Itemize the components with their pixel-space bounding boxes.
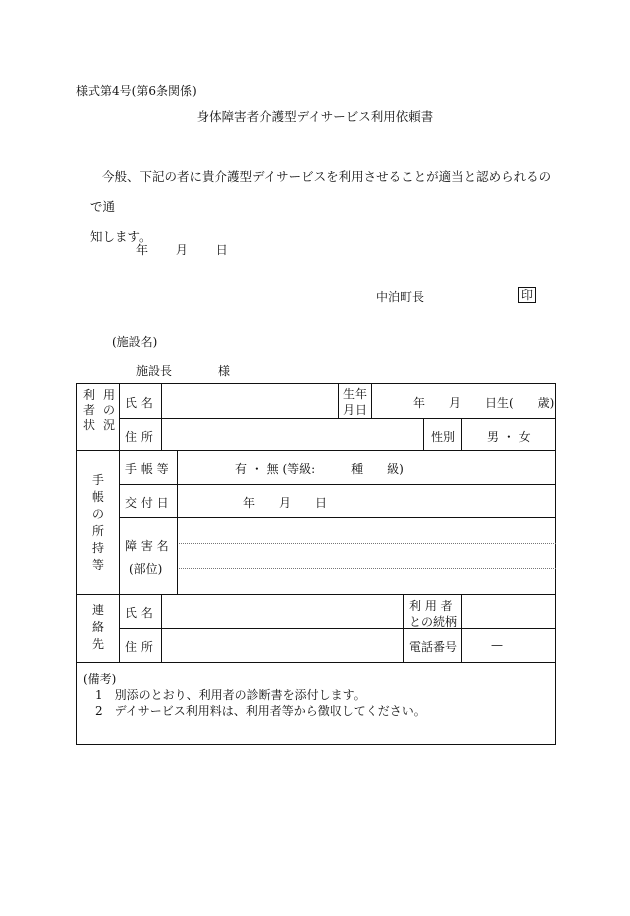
section-line bbox=[77, 594, 556, 595]
col-line bbox=[119, 384, 120, 662]
col-line bbox=[403, 594, 404, 662]
gender-value: 男 ・ 女 bbox=[487, 430, 531, 444]
col-line bbox=[338, 384, 339, 418]
director-line bbox=[136, 362, 230, 379]
birth-label-bottom: 月日 bbox=[343, 403, 368, 417]
issue-date-label: 交 付 日 bbox=[125, 496, 169, 510]
issuer-title: 中泊町長 bbox=[376, 290, 425, 304]
dotted-line bbox=[177, 568, 556, 569]
contact-name-label: 氏 名 bbox=[125, 606, 153, 620]
section-line bbox=[77, 450, 556, 451]
contact-section-label: 連絡先 bbox=[91, 603, 104, 651]
user-section-label: 利用者の状況 bbox=[83, 388, 115, 432]
note-2: 2 デイサービス利用料は、利用者等から徴収してください。 bbox=[95, 704, 426, 718]
relation-label-bottom: との続柄 bbox=[409, 615, 458, 629]
date-day: 日 bbox=[215, 243, 228, 257]
note-1: 1 別添のとおり、利用者の診断書を添付します。 bbox=[95, 688, 366, 702]
col-line bbox=[371, 384, 372, 418]
notebook-value: 有 ・ 無 (等級: 種 級) bbox=[235, 462, 404, 476]
disability-sub-label: (部位) bbox=[129, 562, 163, 576]
col-line bbox=[461, 594, 462, 662]
section-line bbox=[77, 662, 556, 663]
col-line bbox=[461, 418, 462, 450]
address-label: 住 所 bbox=[125, 430, 153, 444]
contact-address-label: 住 所 bbox=[125, 640, 153, 654]
seal-mark: 印 bbox=[518, 287, 536, 303]
gender-label: 性別 bbox=[431, 430, 456, 444]
notes-title: (備考) bbox=[83, 672, 117, 686]
facility-name-label: (施設名) bbox=[112, 335, 158, 349]
row-line bbox=[119, 628, 556, 629]
director-label: 施設長 bbox=[136, 364, 173, 378]
row-line bbox=[119, 517, 556, 518]
notebook-section-label: 手帳の所持等 bbox=[91, 473, 104, 572]
row-line bbox=[119, 418, 556, 419]
relation-label-top: 利 用 者 bbox=[409, 599, 453, 613]
col-line bbox=[423, 418, 424, 450]
date-year: 年 bbox=[136, 243, 149, 257]
body-text bbox=[90, 162, 560, 252]
issue-date-value: 年 月 日 bbox=[243, 496, 328, 510]
name-label: 氏 名 bbox=[125, 396, 153, 410]
document-title: 身体障害者介護型デイサービス利用依頼書 bbox=[196, 109, 434, 124]
body-line-1: 今般、下記の者に貴介護型デイサービスを利用させることが適当と認められるので通 bbox=[90, 169, 552, 214]
col-line bbox=[161, 384, 162, 450]
form-id: 様式第4号(第6条関係) bbox=[76, 84, 197, 98]
phone-value: — bbox=[491, 638, 503, 652]
disability-label: 障 害 名 bbox=[125, 539, 169, 553]
form-table bbox=[76, 383, 556, 745]
dotted-line bbox=[177, 543, 556, 544]
col-line bbox=[177, 450, 178, 594]
date-month: 月 bbox=[175, 243, 188, 257]
birth-label-top: 生年 bbox=[343, 387, 368, 401]
honorific: 様 bbox=[218, 364, 231, 378]
col-line bbox=[161, 594, 162, 662]
birth-value: 年 月 日生( 歳) bbox=[413, 396, 555, 410]
row-line bbox=[119, 484, 556, 485]
body-line-2: 知します。 bbox=[90, 229, 152, 244]
date-line bbox=[136, 241, 252, 258]
notebook-label: 手 帳 等 bbox=[125, 462, 169, 476]
phone-label: 電話番号 bbox=[409, 640, 458, 654]
